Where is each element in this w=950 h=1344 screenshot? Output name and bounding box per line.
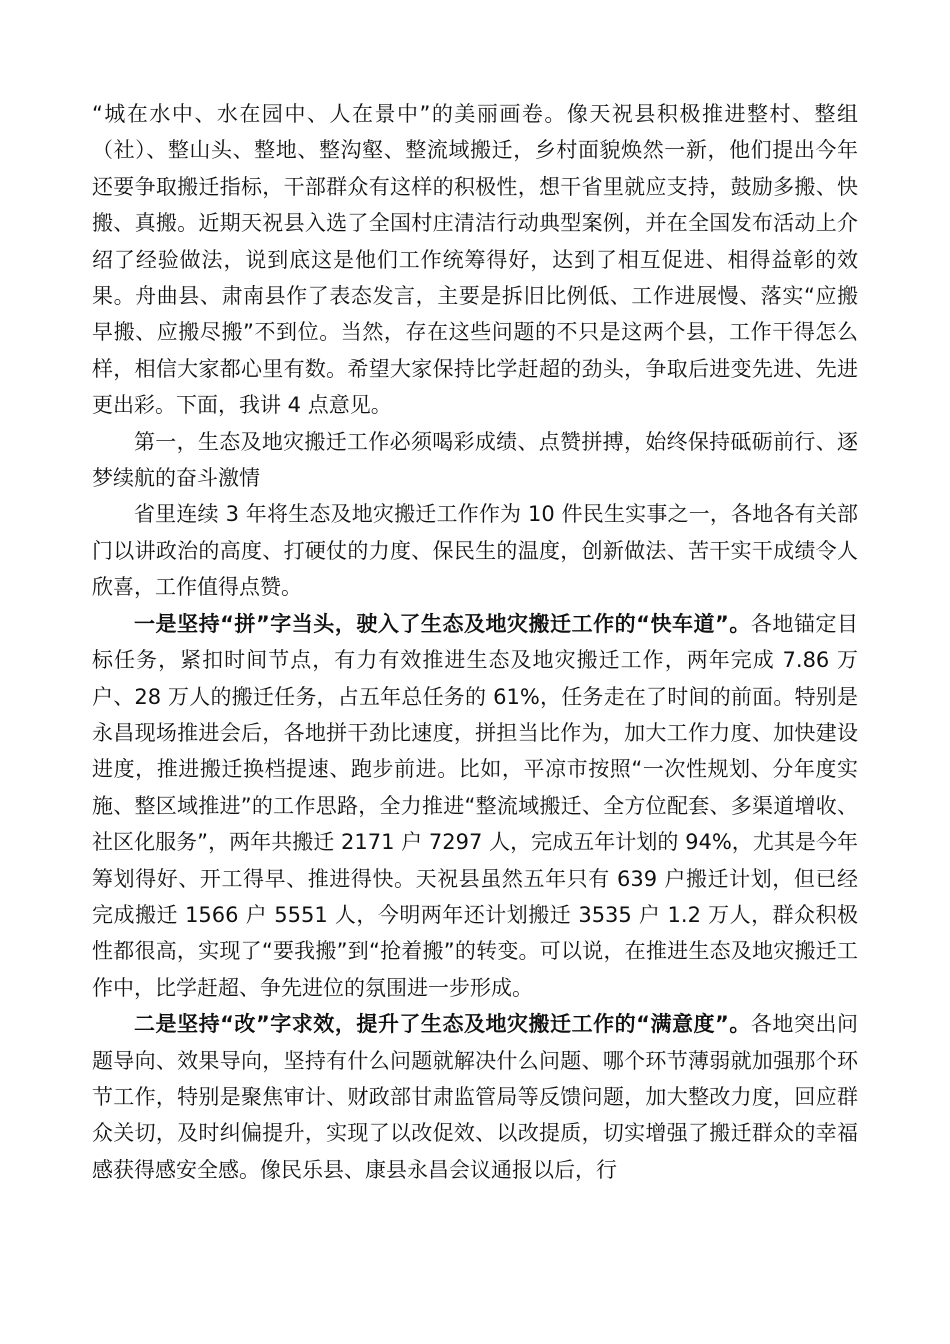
paragraph-point-two bbox=[92, 1006, 858, 1188]
paragraph-intro-continuation bbox=[92, 96, 858, 424]
paragraph-text: 省里连续 3 年将生态及地灾搬迁工作作为 10 件民生实事之一，各地各有关部门以讲政治的高度、打硬仗的力度、保民生的温度，创新做法、苦干实干成绩令人欣喜，工作值得点赞。 bbox=[92, 502, 858, 600]
section-heading-text: 第一，生态及地灾搬迁工作必须喝彩成绩、点赞拼搏，始终保持砥砺前行、逐梦续航的奋斗激情 bbox=[92, 429, 858, 491]
paragraph-point-one bbox=[92, 606, 858, 1006]
paragraph-lead-bold: 一是坚持“拼”字当头，驶入了生态及地灾搬迁工作的“快车道”。 bbox=[134, 611, 751, 636]
paragraph-text: “城在水中、水在园中、人在景中”的美丽画卷。像天祝县积极推进整村、整组（社）、整山头、整地、整沟壑、整流域搬迁，乡村面貌焕然一新，他们提出今年还要争取搬迁指标，干部群众有这样的积极性，想干省里就应支持，鼓励多搬、快搬、真搬。近期天祝县入选了全国村庄清洁行动典型案例，并在全国发布活动上介绍了经验做法，说到底这是他们工作统筹得好，达到了相互促进、相得益彰的效果。舟曲县、肃南县作了表态发言，主要是拆旧比例低、工作进展慢、落实“应搬早搬、应搬尽搬”不到位。当然，存在这些问题的不只是这两个县，工作干得怎么样，相信大家都心里有数。希望大家保持比学赶超的劲头，争取后进变先进、先进更出彩。下面，我讲 4 点意见。 bbox=[92, 102, 858, 418]
document-page bbox=[92, 96, 858, 1188]
paragraph-text: 各地突出问题导向、效果导向，坚持有什么问题就解决什么问题、哪个环节薄弱就加强那个环节工作，特别是聚焦审计、财政部甘肃监管局等反馈问题，加大整改力度，回应群众关切，及时纠偏提升，实现了以改促效、以改提质，切实增强了搬迁群众的幸福感获得感安全感。像民乐县、康县永昌会议通报以后，行 bbox=[92, 1012, 858, 1182]
paragraph-lead-bold: 二是坚持“改”字求效，提升了生态及地灾搬迁工作的“满意度”。 bbox=[134, 1012, 751, 1037]
section-heading-first bbox=[92, 424, 858, 497]
paragraph-overview bbox=[92, 496, 858, 605]
paragraph-text: 各地锚定目标任务，紧扣时间节点，有力有效推进生态及地灾搬迁工作，两年完成 7.86 万户、28 万人的搬迁任务，占五年总任务的 61%，任务走在了时间的前面。特别是永昌现场推进会后，各地拼干劲比速度，拼担当比作为，加大工作力度、加快建设进度，推进搬迁换档提速、跑步前进。比如，平凉市按照“一次性规划、分年度实施、整区域推进”的工作思路，全力推进“整流域搬迁、全方位配套、多渠道增收、社区化服务”，两年共搬迁 2171 户 7297 人，完成五年计划的 94%，尤其是今年筹划得好、开工得早、推进得快。天祝县虽然五年只有 639 户搬迁计划，但已经完成搬迁 1566 户 5551 人，今明两年还计划搬迁 3535 户 1.2 万人，群众积极性都很高，实现了“要我搬”到“抢着搬”的转变。可以说，在推进生态及地灾搬迁工作中，比学赶超、争先进位的氛围进一步形成。 bbox=[92, 611, 858, 1000]
